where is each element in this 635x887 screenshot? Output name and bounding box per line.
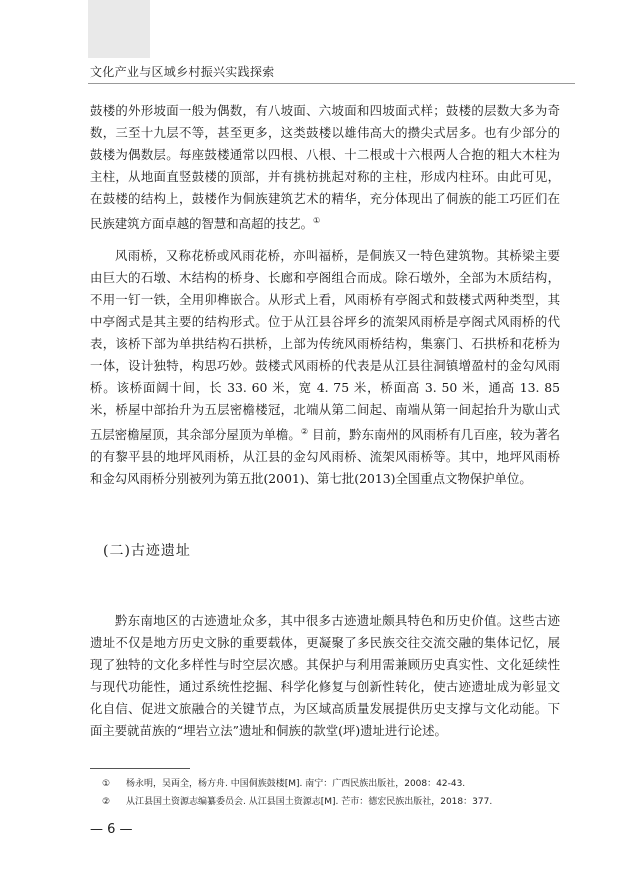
footnote-ref-1: ① <box>313 216 321 225</box>
paragraph-text-cont: 目前，黔东南州的风雨桥有几百座，较为著名的有黎平县的地坪风雨桥，从江县的金勾风雨桥、流架风雨桥等。其中，地坪风雨桥和金勾风雨桥分别被列为第五批(2001)、第七批(2013)全国重点文物保护单位。 <box>90 427 561 487</box>
footnote-text: 杨永明，吴両全，杨方舟. 中国侗族鼓楼[M]. 南宁：广西民族出版社，2008：42-43. <box>126 779 466 789</box>
header-gray-tab <box>88 0 150 58</box>
paragraph-text: 鼓楼的外形坡面一般为偶数，有八坡面、六坡面和四坡面式样；鼓楼的层数大多为奇数，三至十九层不等，甚至更多，这类鼓楼以雄伟高大的攒尖式居多。也有少部分的鼓楼为偶数层。每座鼓楼通常以四根、八根、十二根或十六根两人合抱的粗大木柱为主柱，从地面直竖鼓楼的顶部，并有挑枋挑起对称的主柱，形成内柱环。由此可见，在鼓楼的结构上，鼓楼作为侗族建筑艺术的精华，充分体现出了侗族的能工巧匠们在民族建筑方面卓越的智慧和高超的技艺。 <box>90 103 560 232</box>
footnote-ref-2: ② <box>300 427 309 436</box>
section-heading: (二)古迹遗址 <box>103 543 191 559</box>
paragraph-wind-rain-bridge <box>90 245 560 490</box>
footnote-text: 从江县国土资源志编纂委员会. 从江县国土资源志[M]. 芒市：德宏民族出版社，2018：377. <box>126 797 493 807</box>
paragraph-text: 风雨桥，又称花桥或风雨花桥，亦叫福桥，是侗族又一特色建筑物。其桥梁主要由巨大的石墩、木结构的桥身、长廊和亭阁组合而成。除石墩外，全部为木质结构，不用一钉一铁，全用卯榫嵌合。从形式上看，风雨桥有亭阁式和鼓楼式两种类型，其中亭阁式是其主要的结构形式。位于从江县谷坪乡的流架风雨桥是亭阁式风雨桥的代表，该桥下部为单拱结构石拱桥，上部为传统风雨桥结构，集寨门、石拱桥和花桥为一体，设计独特，构思巧妙。鼓楼式风雨桥的代表是从江县往洞镇增盈村的金勾风雨桥。该桥面阔十间，长 33. 60 米，宽 4. 75 米，桥面高 3. 50 米，通高 13. 85 米，桥屋中部抬升为五层密檐楼冠，北端从第二间起、南端从第一间起抬升为歇山式五层密檐屋顶，其余部分屋顶为单檐。 <box>90 248 560 443</box>
running-head-title: 文化产业与区域乡村振兴实践探索 <box>90 65 275 79</box>
page-number: — 6 — <box>90 822 133 837</box>
footnote-1 <box>102 776 465 789</box>
footnote-2 <box>102 794 492 807</box>
footnote-number: ② <box>102 797 111 807</box>
paragraph-text: 黔东南地区的古迹遗址众多，其中很多古迹遗址颇具特色和历史价值。这些古迹遗址不仅是地方历史文脉的重要载体，更凝聚了多民族交往交流交融的集体记忆，展现了独特的文化多样性与时空层次感。其保护与利用需兼顾历史真实性、文化延续性与现代功能性，通过系统性挖掘、科学化修复与创新性转化，使古迹遗址成为彰显文化自信、促进文旅融合的关键节点，为区域高质量发展提供历史支撑与文化动能。下面主要就苗族的“埋岩立法”遗址和侗族的款堂(坪)遗址进行论述。 <box>90 613 560 738</box>
paragraph-drum-tower <box>90 100 560 235</box>
footnote-number: ① <box>102 779 111 789</box>
paragraph-historic-sites <box>90 610 560 742</box>
footnote-rule <box>90 768 190 769</box>
header-rule <box>88 83 575 84</box>
